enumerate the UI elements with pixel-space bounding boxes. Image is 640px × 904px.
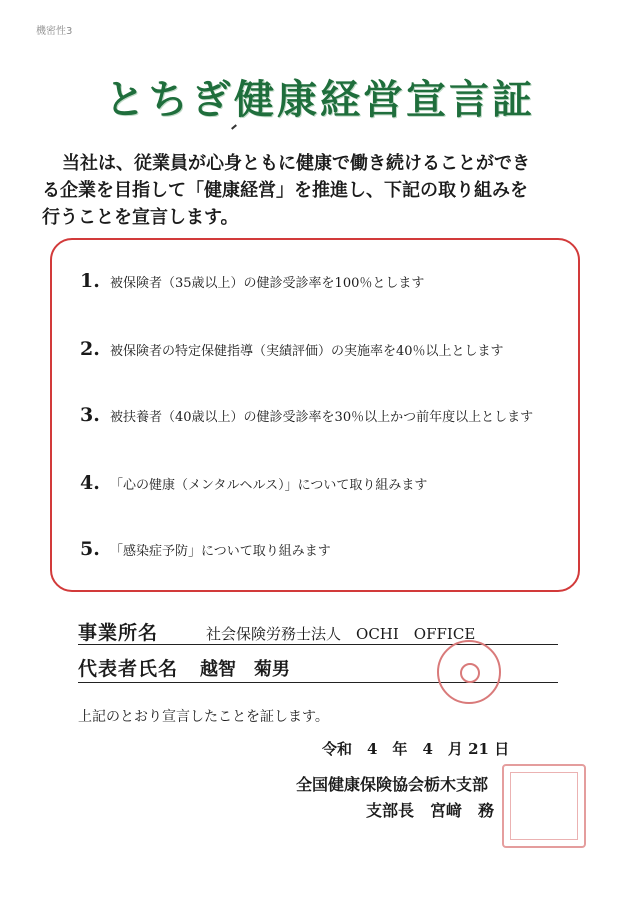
item-text: 被保険者（35歳以上）の健診受診率を100％とします — [110, 276, 425, 291]
seal-inner-frame — [510, 772, 578, 840]
item-number: 1. — [80, 270, 100, 292]
item-text: 被扶養者（40歳以上）の健診受診率を30％以上かつ前年度以上とします — [110, 410, 534, 425]
branch-chief: 支部長 宮﨑 務 — [366, 801, 495, 820]
company-seal-stamp — [437, 640, 501, 704]
office-name-line — [78, 618, 475, 645]
intro-line-1: 当社は、従業員が心身ともに健康で働き続けることができ — [62, 153, 530, 174]
item-number: 2. — [80, 338, 100, 360]
item-text: 「心の健康（メンタルヘルス）」について取り組みます — [110, 478, 428, 493]
intro-text — [42, 150, 607, 231]
pen-mark — [231, 124, 237, 129]
commitment-item — [80, 338, 504, 360]
item-number: 4. — [80, 472, 100, 494]
confidentiality-label: 機密性3 — [36, 26, 73, 37]
representative-name: 越智 菊男 — [200, 659, 291, 680]
representative-line — [78, 654, 290, 681]
certification-statement: 上記のとおり宣言したことを証します。 — [78, 709, 329, 725]
seal-inner-ring — [460, 663, 480, 683]
commitment-item — [80, 538, 331, 560]
commitment-item — [80, 270, 424, 292]
official-seal-stamp — [502, 764, 586, 848]
issue-date: 令和 4 年 4 月 21 日 — [322, 740, 510, 758]
issuing-organization: 全国健康保険協会栃木支部 — [296, 775, 489, 794]
commitment-item — [80, 472, 427, 494]
representative-label: 代表者氏名 — [78, 658, 179, 680]
item-number: 5. — [80, 538, 100, 560]
office-name-value: 社会保険労務士法人 OCHI OFFICE — [206, 625, 476, 643]
item-text: 「感染症予防」について取り組みます — [110, 544, 331, 559]
certificate-title: とちぎ健康経営宣言証 — [105, 76, 535, 123]
commitments-box — [50, 238, 580, 592]
intro-line-3: 行うことを宣言します。 — [42, 207, 239, 228]
office-name-label: 事業所名 — [78, 622, 159, 644]
item-number: 3. — [80, 404, 100, 426]
intro-line-2: る企業を目指して「健康経営」を推進し、下記の取り組みを — [42, 180, 528, 201]
commitment-item — [80, 404, 533, 426]
item-text: 被保険者の特定保健指導（実績評価）の実施率を40％以上とします — [110, 344, 504, 359]
